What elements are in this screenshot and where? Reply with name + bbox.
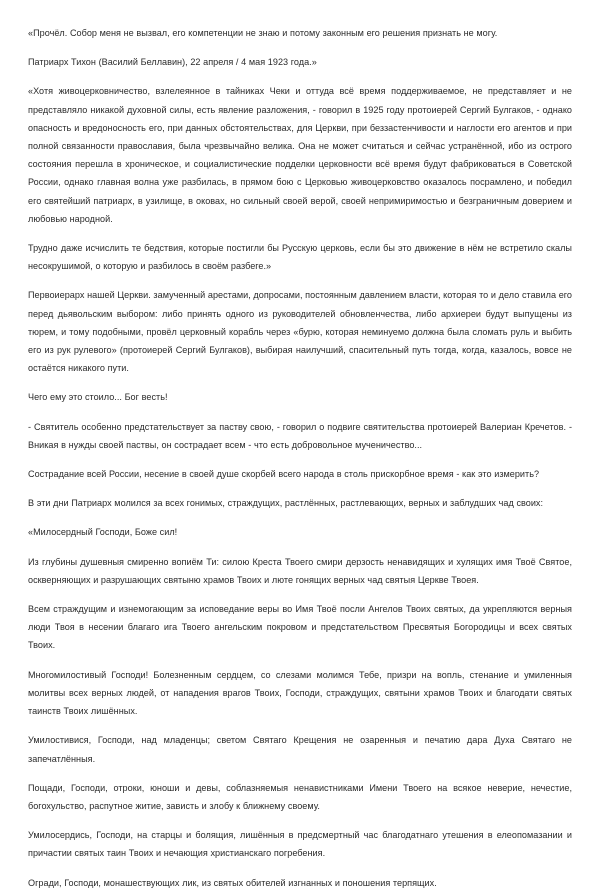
paragraph-9: В эти дни Патриарх молился за всех гонимых, страждущих, растлённых, растлевающих, верных и заблудших чад своих: [28, 498, 544, 509]
paragraph-6: Чего ему это стоило... Бог весть! [28, 392, 168, 403]
paragraph-13: Многомилостивый Господи! Болезненным сердцем, со слезами молимся Тебе, призри на вопль, стенание и умиленныя молитвы всех верных людей, от нападения врагов Твоих, Господи, страждущих, святыни храмов Твоих и благодати святых таинств Твоих лишённых. [28, 669, 572, 717]
paragraph-3: «Хотя живоцерковничество, взлелеянное в тайниках Чеки и оттуда всё время поддерживаемое, не представляет и не представляло никакой духовной силы, есть явление разложения, - говорил в 1925 году протоиерей Сергий Булгаков, - однако опасность и вредоносность его, при данных обстоятельствах, для Церкви, при беззастенчивости и наглости его агентов и при полной связанности православия, была чрезвычайно велика. Она не может считаться и сейчас устранённой, ибо из острого состояния перешла в хроническое, и социалистические подделки церковности всё время будут фабриковаться в Советской России, однако главная волна уже разбилась, в прямом бою с Церковью живоцерковство оказалось посрамлено, и победил его святейший патриарх, в узилище, в оковах, но сильный своей верой, своей непримиримостью и безграничным доверием и любовью народной. [28, 86, 572, 224]
document-body [28, 24, 572, 892]
paragraph-17: Огради, Господи, монашествующих лик, из святых обителей изгнанных и поношения терпящих. [28, 877, 437, 888]
paragraph-15: Пощади, Господи, отроки, юноши и девы, соблазняемыя ненавистниками Имени Твоего на всякое неверие, нечестие, богохульство, распутное житие, зависть и злобу к ближнему своему. [28, 782, 572, 811]
paragraph-5: Первоиерарх нашей Церкви. замученный арестами, допросами, постоянным давлением власти, которая то и дело ставила его перед дьявольским выбором: либо принять одного из руководителей обновленчества, либо архиереи будут выпущены из тюрем, и тому подобными, провёл церковный корабль через «бурю, которая неминуемо должна была сломать руль и выбить его из рук рулевого» (протоиерей Сергий Булгаков), выбирая наилучший, спасительный путь тогда, когда, казалось, вовсе не остаётся никакого пути. [28, 290, 572, 374]
paragraph-1: «Прочёл. Собор меня не вызвал, его компетенции не знаю и потому законным его решения признать не могу. [28, 28, 498, 38]
paragraph-7: - Святитель особенно предстательствует за паству свою, - говорил о подвиге святительства протоиерей Валериан Кречетов. - Вникая в нужды своей паствы, он сострадает всем - что есть добровольное мученичество... [28, 421, 572, 450]
paragraph-12: Всем страждущим и изнемогающим за исповедание веры во Имя Твоё посли Ангелов Твоих святых, да укрепляются верныя люди Твоя в несении благаго ига Твоего ангельским покровом и предстательством Пресвятыя Богородицы и всех святых Твоих. [28, 604, 572, 651]
paragraph-4: Трудно даже исчислить те бедствия, которые постигли бы Русскую церковь, если бы это движение в нём не встретило скалы несокрушимой, о которую и разбилось в своём разбеге.» [28, 243, 572, 272]
paragraph-prayer-opening: «Милосердный Господи, Боже сил! [28, 527, 178, 538]
paragraph-attribution-tikhon: Патриарх Тихон (Василий Беллавин), 22 апреля / 4 мая 1923 года.» [28, 57, 317, 68]
paragraph-16: Умилосердись, Господи, на старцы и болящия, лишённыя в предсмертный час благодатнаго утешения в елеопомазании и причастии святых таин Твоих и нечающия христианскаго погребения. [28, 830, 572, 859]
paragraph-8: Сострадание всей России, несение в своей душе скорбей всего народа в столь прискорбное время - как это измерить? [28, 469, 540, 480]
paragraph-11: Из глубины душевныя смиренно вопиём Ти: силою Креста Твоего смири дерзость ненавидящих и хулящих имя Твоё Святое, оскверняющих и разрушающих святыню храмов Твоих и люте гонящих верных чад святыя Церкве Твоея. [28, 556, 572, 585]
paragraph-14: Умилостивися, Господи, над младенцы; светом Святаго Крещения не озаренныя и печатию дара Духа Святаго не запечатлённыя. [28, 735, 572, 764]
